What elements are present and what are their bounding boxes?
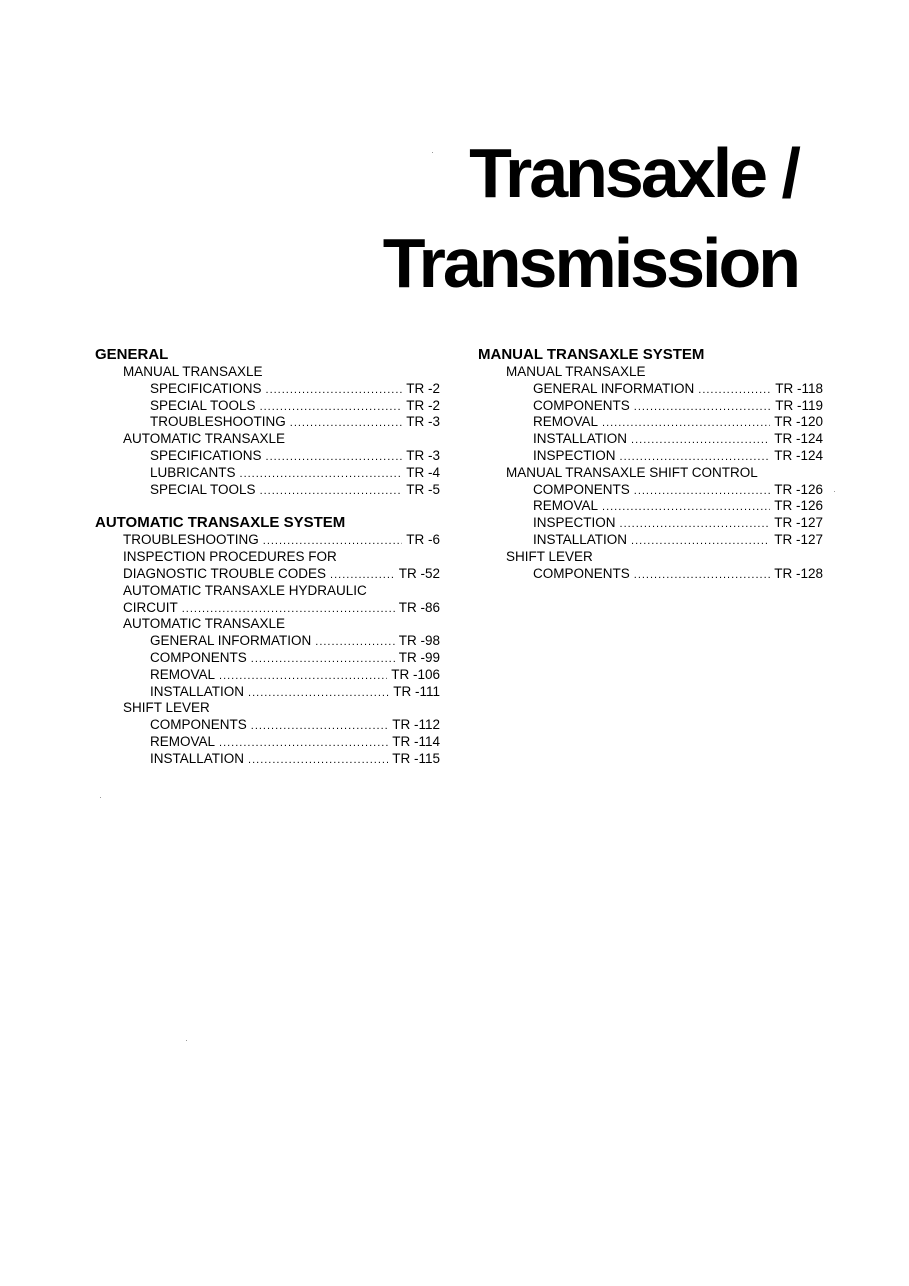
toc-entry-name: COMPONENTS	[150, 649, 247, 665]
toc-entry-name: DIAGNOSTIC TROUBLE CODES	[123, 565, 327, 581]
dot-leader	[260, 483, 403, 500]
toc-entry[interactable]	[95, 566, 440, 583]
toc-entry[interactable]	[478, 414, 823, 431]
scan-speck	[432, 152, 433, 153]
group-label: MANUAL TRANSAXLE	[123, 364, 263, 379]
toc-entry-name: REMOVAL	[533, 414, 599, 430]
toc-section-automatic-transaxle-system	[95, 514, 440, 767]
toc-entry-page: TR -127	[774, 515, 823, 531]
toc-entry-name: SPECIAL TOOLS	[150, 481, 256, 497]
dot-leader	[251, 651, 395, 668]
toc-entry-name: SPECIAL TOOLS	[150, 397, 256, 413]
group-label: AUTOMATIC TRANSAXLE	[123, 616, 286, 632]
toc-entry-page: TR -118	[775, 380, 823, 396]
dot-leader	[315, 634, 394, 651]
group-label: SHIFT LEVER	[506, 548, 593, 564]
toc-entry-name: REMOVAL	[150, 666, 216, 682]
toc-section-manual-transaxle-system	[478, 346, 823, 582]
toc-entry[interactable]	[95, 650, 440, 667]
toc-entry-name: CIRCUIT	[123, 599, 178, 615]
toc-entry-page: TR -126	[774, 498, 823, 514]
dot-leader	[219, 668, 387, 685]
toc-entry-name: TROUBLESHOOTING	[123, 532, 259, 548]
scan-speck	[100, 797, 101, 798]
toc-entry-name: COMPONENTS	[533, 565, 630, 581]
toc-entry-page: TR -115	[392, 750, 440, 766]
toc-right-column	[478, 346, 823, 598]
toc-entry-name: INSPECTION	[533, 515, 616, 531]
toc-entry[interactable]	[478, 566, 823, 583]
toc-entry-name: TROUBLESHOOTING	[150, 414, 286, 430]
toc-entry-page: TR -120	[774, 414, 823, 430]
dot-leader	[631, 533, 770, 550]
toc-entry[interactable]	[95, 414, 440, 431]
toc-entry-page: TR -4	[406, 464, 440, 480]
toc-entry[interactable]	[478, 448, 823, 465]
toc-entry-name: SPECIFICATIONS	[150, 447, 262, 463]
group-label: SHIFT LEVER	[123, 700, 210, 716]
toc-entry[interactable]	[478, 515, 823, 532]
section-heading: AUTOMATIC TRANSAXLE SYSTEM	[95, 514, 346, 532]
toc-entry[interactable]	[95, 465, 440, 482]
dot-leader	[260, 399, 403, 416]
dot-leader	[240, 466, 403, 483]
dot-leader	[620, 516, 771, 533]
toc-entry-name: INSTALLATION	[150, 750, 245, 766]
section-heading: GENERAL	[95, 346, 169, 363]
toc-entry[interactable]	[95, 448, 440, 465]
toc-entry-name: REMOVAL	[150, 733, 216, 749]
toc-entry-page: TR -126	[774, 481, 823, 497]
dot-leader	[263, 533, 402, 550]
section-heading: MANUAL TRANSAXLE SYSTEM	[478, 346, 705, 363]
scan-speck	[834, 491, 835, 492]
toc-entry[interactable]	[478, 482, 823, 499]
group-label: MANUAL TRANSAXLE SHIFT CONTROL	[506, 464, 758, 480]
toc-entry-name: COMPONENTS	[533, 481, 630, 497]
toc-entry-page: TR -3	[406, 447, 440, 463]
toc-entry[interactable]	[95, 717, 440, 734]
dot-leader	[290, 415, 402, 432]
page-title-line-1: Transaxle /	[469, 134, 798, 212]
dot-leader	[620, 449, 771, 466]
toc-entry[interactable]	[478, 398, 823, 415]
toc-entry-page: TR -99	[398, 649, 440, 665]
toc-entry-name: GENERAL INFORMATION	[150, 633, 312, 649]
toc-entry[interactable]	[478, 431, 823, 448]
toc-entry-page: TR -6	[406, 532, 440, 548]
toc-entry-page: TR -127	[774, 531, 823, 547]
toc-entry-name-line-1: INSPECTION PROCEDURES FOR	[123, 549, 337, 565]
dot-leader	[266, 449, 403, 466]
toc-entry[interactable]	[95, 398, 440, 415]
dot-leader	[634, 483, 770, 500]
dot-leader	[251, 718, 388, 735]
toc-entry[interactable]	[478, 498, 823, 515]
toc-entry-page: TR -114	[392, 733, 440, 749]
toc-entry[interactable]	[95, 532, 440, 549]
group-label: AUTOMATIC TRANSAXLE	[123, 431, 286, 447]
toc-entry-page: TR -86	[398, 599, 440, 615]
dot-leader	[248, 685, 389, 702]
toc-entry-page: TR -106	[391, 666, 440, 682]
group-label: MANUAL TRANSAXLE	[506, 364, 646, 379]
toc-entry-page: TR -124	[774, 447, 823, 463]
dot-leader	[219, 735, 388, 752]
toc-entry-page: TR -98	[398, 633, 440, 649]
dot-leader	[698, 382, 771, 399]
toc-entry-name: REMOVAL	[533, 498, 599, 514]
dot-leader	[602, 415, 770, 432]
scan-speck	[186, 1040, 187, 1041]
page-title-line-2: Transmission	[382, 224, 798, 302]
page-title	[383, 128, 798, 308]
toc-entry-page: TR -52	[398, 565, 440, 581]
dot-leader	[330, 567, 395, 584]
toc-entry-name: INSTALLATION	[533, 531, 628, 547]
dot-leader	[266, 382, 403, 399]
toc-entry-page: TR -128	[774, 565, 823, 581]
toc-entry[interactable]	[95, 600, 440, 617]
toc-entry-page: TR -3	[406, 414, 440, 430]
toc-entry-name: COMPONENTS	[150, 717, 247, 733]
toc-entry-page: TR -111	[393, 683, 440, 699]
toc-entry[interactable]	[95, 667, 440, 684]
toc-entry[interactable]	[95, 684, 440, 701]
toc-entry[interactable]	[95, 633, 440, 650]
toc-entry-name: INSTALLATION	[150, 683, 245, 699]
toc-entry-page: TR -5	[406, 481, 440, 497]
toc-entry[interactable]	[478, 532, 823, 549]
toc-entry-name: SPECIFICATIONS	[150, 380, 262, 396]
toc-entry-name: INSTALLATION	[533, 431, 628, 447]
toc-entry-name: COMPONENTS	[533, 397, 630, 413]
toc-left-column	[95, 346, 440, 784]
toc-section-general	[95, 346, 440, 498]
toc-entry-name-line-1: AUTOMATIC TRANSAXLE HYDRAULIC	[123, 582, 367, 598]
toc-entry[interactable]	[95, 734, 440, 751]
dot-leader	[248, 752, 388, 769]
dot-leader	[634, 567, 770, 584]
toc-entry-name: INSPECTION	[533, 447, 616, 463]
toc-entry-name: LUBRICANTS	[150, 464, 236, 480]
toc-entry-page: TR -2	[406, 380, 440, 396]
toc-entry-page: TR -112	[392, 717, 440, 733]
dot-leader	[182, 601, 395, 618]
toc-entry[interactable]	[95, 751, 440, 768]
toc-entry-page: TR -119	[775, 397, 823, 413]
toc-entry[interactable]	[95, 381, 440, 398]
toc-entry[interactable]	[95, 482, 440, 499]
dot-leader	[634, 399, 771, 416]
dot-leader	[602, 499, 770, 516]
toc-entry-page: TR -2	[406, 397, 440, 413]
dot-leader	[631, 432, 770, 449]
toc-entry-page: TR -124	[774, 431, 823, 447]
toc-entry-name: GENERAL INFORMATION	[533, 380, 695, 396]
toc-entry[interactable]	[478, 381, 823, 398]
